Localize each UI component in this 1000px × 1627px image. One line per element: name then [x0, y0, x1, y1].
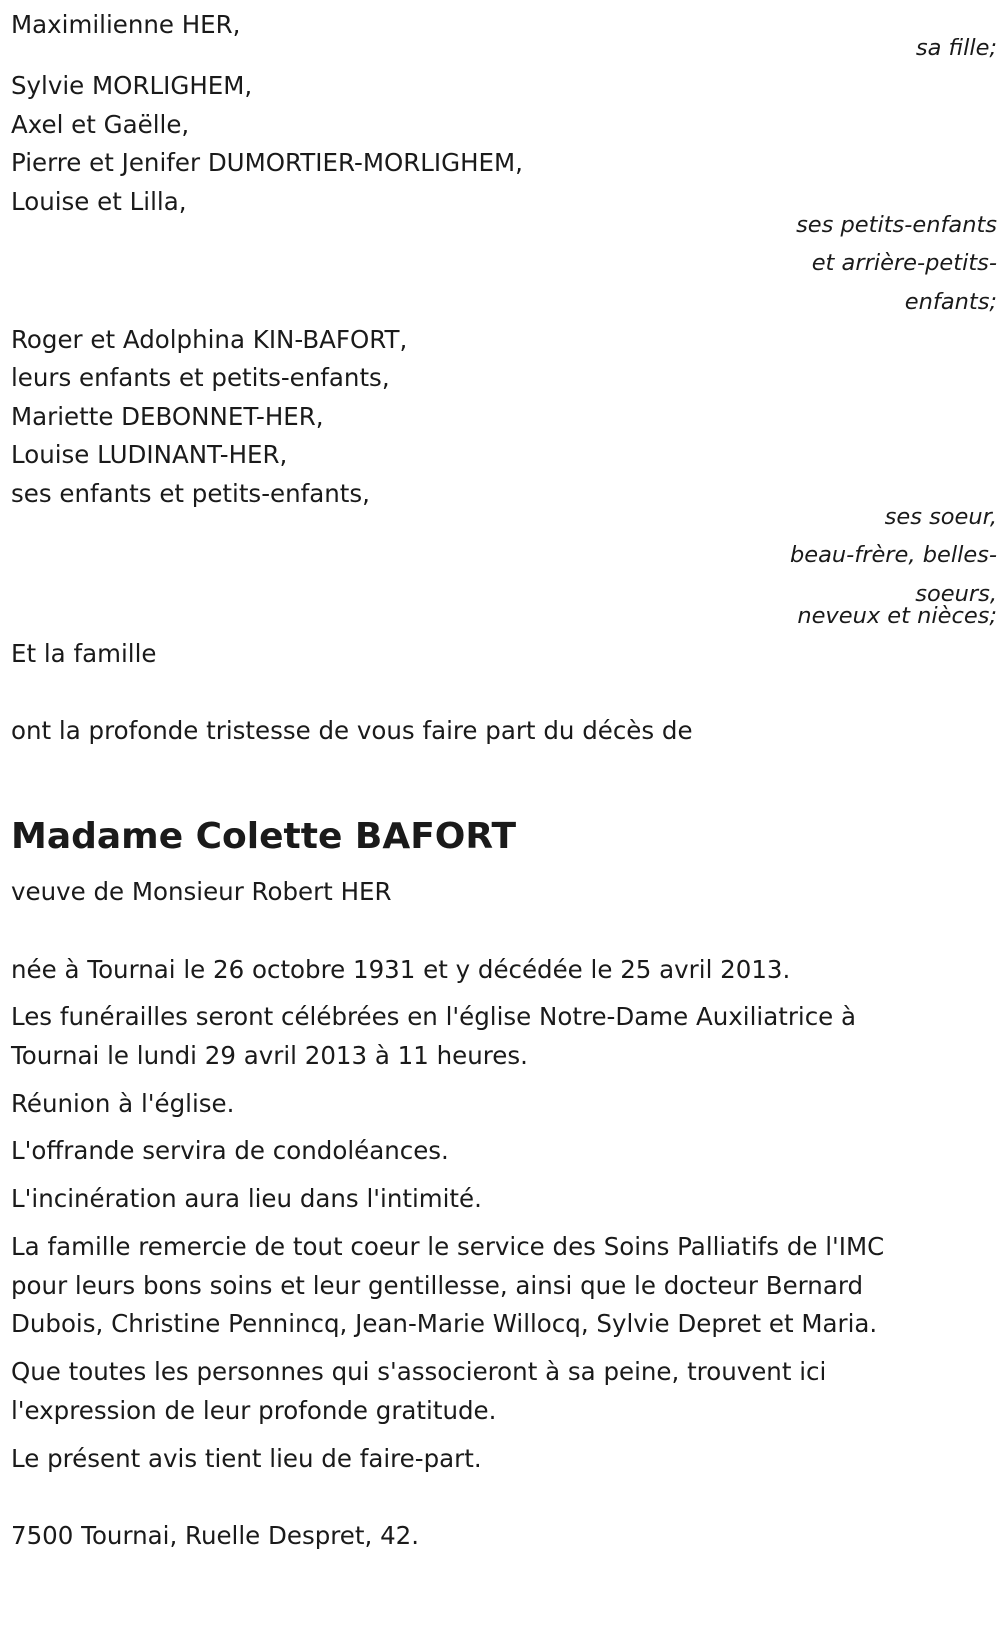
relation-label: neveux et nièces;: [797, 603, 997, 629]
meeting-text: Réunion à l'église.: [11, 1089, 235, 1118]
announcement-text: ont la profonde tristesse de vous faire part du décès de: [11, 716, 693, 745]
family-member: Axel et Gaëlle,: [11, 110, 190, 139]
relation-label: enfants;: [904, 289, 997, 315]
funeral-text: Les funérailles seront célébrées en l'église Notre-Dame Auxiliatrice à: [11, 1002, 857, 1031]
relation-label: beau-frère, belles-: [789, 542, 997, 568]
thanks-text: Dubois, Christine Pennincq, Jean-Marie Willocq, Sylvie Depret et Maria.: [11, 1309, 878, 1338]
family-member: ses enfants et petits-enfants,: [11, 479, 370, 508]
address-text: 7500 Tournai, Ruelle Despret, 42.: [11, 1521, 420, 1550]
family-member: Louise LUDINANT-HER,: [11, 440, 288, 469]
family-member: Mariette DEBONNET-HER,: [11, 402, 324, 431]
relation-label: et arrière-petits-: [811, 250, 997, 276]
relation-label: ses petits-enfants: [796, 212, 997, 238]
notice-text: Le présent avis tient lieu de faire-part.: [11, 1444, 482, 1473]
offering-text: L'offrande servira de condoléances.: [11, 1136, 449, 1165]
family-closing: Et la famille: [11, 639, 157, 668]
cremation-text: L'incinération aura lieu dans l'intimité.: [11, 1184, 482, 1213]
relation-label: soeurs,: [915, 581, 997, 607]
relation-label: sa fille;: [915, 35, 997, 61]
relation-label: ses soeur,: [884, 504, 997, 530]
thanks-text: La famille remercie de tout coeur le service des Soins Palliatifs de l'IMC: [11, 1232, 885, 1261]
family-member: Maximilienne HER,: [11, 10, 241, 39]
widow-of-text: veuve de Monsieur Robert HER: [11, 877, 392, 906]
family-member: Pierre et Jenifer DUMORTIER-MORLIGHEM,: [11, 148, 523, 177]
funeral-text: Tournai le lundi 29 avril 2013 à 11 heures.: [11, 1041, 528, 1070]
family-member: leurs enfants et petits-enfants,: [11, 363, 390, 392]
deceased-name: Madame Colette BAFORT: [11, 816, 517, 857]
family-member: Louise et Lilla,: [11, 187, 187, 216]
family-member: Roger et Adolphina KIN-BAFORT,: [11, 325, 408, 354]
family-member: Sylvie MORLIGHEM,: [11, 71, 253, 100]
birth-death-text: née à Tournai le 26 octobre 1931 et y décédée le 25 avril 2013.: [11, 955, 791, 984]
gratitude-text: Que toutes les personnes qui s'associeront à sa peine, trouvent ici: [11, 1357, 827, 1386]
thanks-text: pour leurs bons soins et leur gentillesse, ainsi que le docteur Bernard: [11, 1271, 864, 1300]
gratitude-text: l'expression de leur profonde gratitude.: [11, 1396, 497, 1425]
